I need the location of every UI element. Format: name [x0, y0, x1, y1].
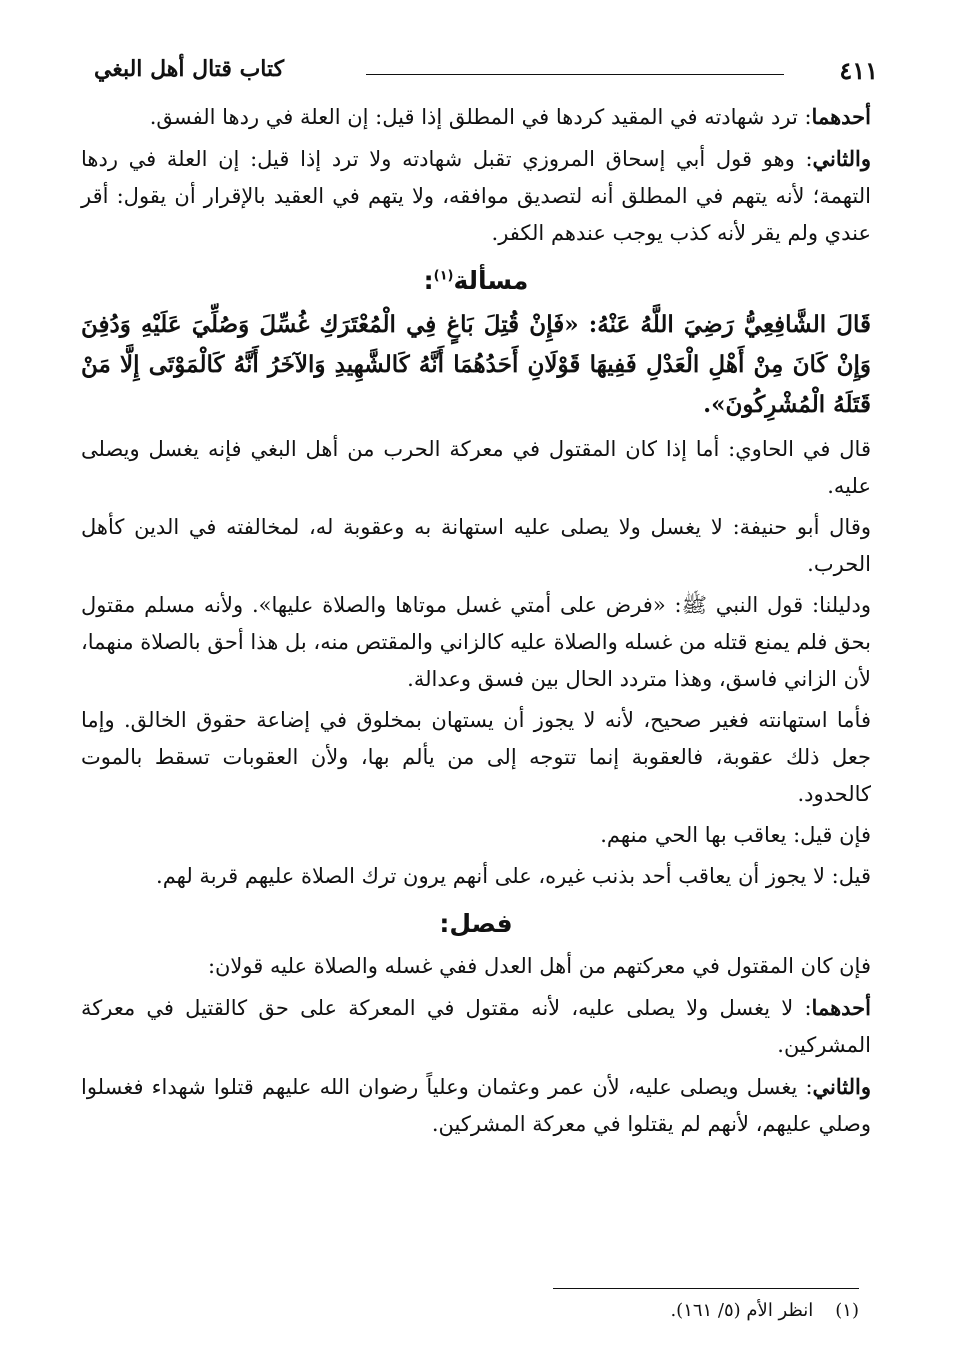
paragraph-evidence: ودليلنا: قول النبي ﷺ: «فرض على أمتي غسل موتاها والصلاة عليها». ولأنه مسلم مقتول بحق فلم يمنع قتله من غسله والصلاة عليه كالزاني والمقتص منه، بل هذا أحق بالصلاة منهما، لأن الزاني فاسق، وهذا متردد الحال بين فسق وعدالة. — [81, 593, 871, 691]
page-body — [81, 98, 871, 1147]
footnote-text: انظر الأم (٥/ ١٦١). — [670, 1300, 814, 1321]
paragraph-abu-hanifa: وقال أبو حنيفة: لا يغسل ولا يصلى عليه استهانة به وعقوبة له، لمخالفته في الدين كأهل الحرب. — [81, 515, 871, 576]
paragraph-hawi: قال في الحاوي: أما إذا كان المقتول في معركة الحرب من أهل البغي فإنه يغسل ويصلى عليه. — [81, 437, 871, 498]
paragraph-first-opinion: أحدهما: ترد شهادته في المقيد كردها في المطلق إذا قيل: إن العلة في ردها الفسق. — [149, 104, 871, 129]
header-rule — [366, 74, 784, 75]
page-number: ٤١١ — [839, 56, 878, 85]
shafii-quote: قَالَ الشَّافِعِيُّ رَضِيَ اللَّهُ عَنْهُ: «فَإِنْ قُتِلَ بَاغٍ فِي الْمُعْتَرَكِ غُسِّلَ وَصُلِّيَ عَلَيْهِ وَدُفِنَ وَإِنْ كَانَ مِنْ أَهْلِ الْعَدْلِ فَفِيهَا قَوْلَانِ أَحَدُهُمَا أَنَّهُ كَالشَّهِيدِ وَالآخَرُ أَنَّهُ كَالْمَوْتَى إِلَّا مَنْ قَتَلَهُ الْمُشْرِكُونَ». — [81, 311, 871, 418]
paragraph-second-opinion: والثاني: وهو قول أبي إسحاق المروزي تقبل شهادته ولا ترد إذا قيل: إن العلة في ردها التهمة؛ لأنه يتهم في المطلق أنه لتصديق موافقه، ولا يتهم في العقيد بالإقرار أن يقول: أقر عندي ولم يقر لأنه كذب يوجب عندهم الكفر. — [81, 146, 871, 245]
footnote-rule — [553, 1288, 859, 1289]
paragraph-objection: فإن قيل: يعاقب بها الحي منهم. — [600, 823, 871, 847]
footnote-ref: (١) — [433, 268, 454, 284]
footnote — [670, 1298, 859, 1324]
masala-heading: مسألة$^{(١)}$: — [423, 266, 529, 295]
fasl-heading: فصل: — [439, 909, 513, 938]
footnote-number: (١) — [835, 1300, 859, 1321]
page-header — [94, 52, 878, 92]
paragraph-fasl-first: أحدهما: لا يغسل ولا يصلى عليه، لأنه مقتول في المعركة على حق كالقتيل في معركة المشركين. — [81, 995, 871, 1057]
paragraph-fasl-second: والثاني: يغسل ويصلى عليه، لأن عمر وعثمان وعلياً رضوان الله عليهم قتلوا شهداء فغسلوا وصلي عليهم، لأنهم لم يقتلوا في معركة المشركين. — [81, 1074, 871, 1136]
book-title: كتاب قتال أهل البغي — [94, 56, 285, 82]
paragraph-fasl-intro: فإن كان المقتول في معركتهم من أهل العدل ففي غسله والصلاة عليه قولان: — [207, 954, 871, 978]
paragraph-rebuttal: فأما استهانته فغير صحيح، لأنه لا يجوز أن يستهان بمخلوق في إضاعة حقوق الخالق. وإما جعل ذلك عقوبة، فالعقوبة إنما تتوجه إلى من يألم بها، ولأن العقوبات تسقط بالموت كالحدود. — [81, 708, 871, 806]
paragraph-reply: قيل: لا يجوز أن يعاقب أحد بذنب غيره، على أنهم يرون ترك الصلاة عليهم قربة لهم. — [156, 864, 871, 888]
